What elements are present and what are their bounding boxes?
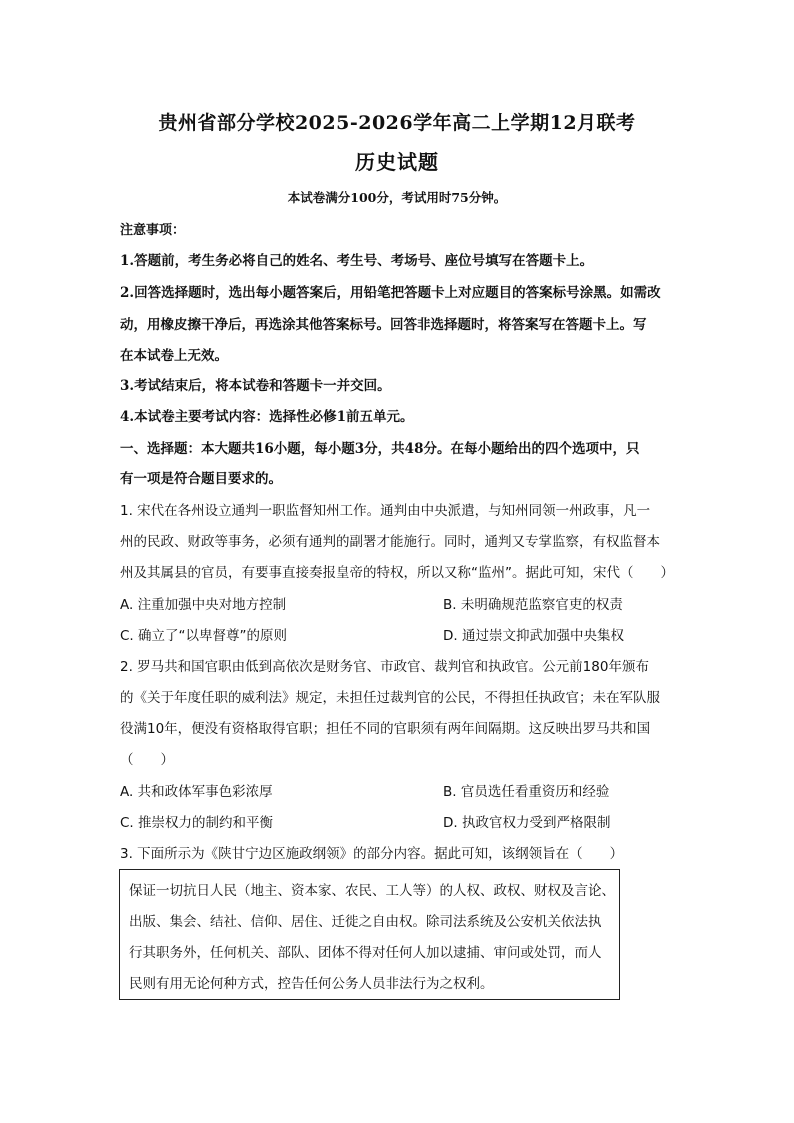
source-excerpt-line: 出版、集会、结社、信仰、居住、迁徙之自由权。除司法系统及公安机关依法执	[129, 914, 602, 930]
note-line: 3.考试结束后，将本试卷和答题卡一并交回。	[120, 378, 391, 394]
question-1-option-b: B. 未明确规范监察官吏的权责	[443, 597, 623, 613]
note-line: 1.答题前，考生务必将自己的姓名、考生号、考场号、座位号填写在答题卡上。	[120, 253, 594, 269]
question-1-option-a: A. 注重加强中央对地方控制	[120, 597, 287, 613]
section-heading: 一、选择题：本大题共16小题，每小题3分，共48分。在每小题给出的四个选项中，只	[120, 441, 640, 457]
note-line: 在本试卷上无效。	[120, 348, 228, 364]
notes-heading: 注意事项：	[120, 223, 186, 238]
exam-title: 贵州省部分学校2025-2026学年高二上学期12月联考	[158, 112, 636, 134]
question-2-line: （ ）	[120, 752, 174, 768]
note-line: 2.回答选择题时，选出每小题答案后，用铅笔把答题卡上对应题目的答案标号涂黑。如需改	[120, 285, 661, 301]
question-2-option-d: D. 执政官权力受到严格限制	[443, 815, 611, 831]
question-1-line: 1. 宋代在各州设立通判一职监督知州工作。通判由中央派遣，与知州同领一州政事，凡一	[120, 503, 651, 519]
question-3-line: 3. 下面所示为《陕甘宁边区施政纲领》的部分内容。据此可知，该纲领旨在（ ）	[120, 846, 624, 862]
note-line: 动，用橡皮擦干净后，再选涂其他答案标号。回答非选择题时，将答案写在答题卡上。写	[120, 317, 647, 333]
question-2-line: 的《关于年度任职的威利法》规定，未担任过裁判官的公民，不得担任执政官；未在军队服	[120, 690, 660, 706]
question-2-option-a: A. 共和政体军事色彩浓厚	[120, 784, 273, 800]
question-2-line: 2. 罗马共和国官职由低到高依次是财务官、市政官、裁判官和执政官。公元前180年颁布	[120, 659, 649, 675]
question-1-line: 州的民政、财政等事务，必须有通判的副署才能施行。同时，通判又专掌监察，有权监督本	[120, 534, 660, 550]
question-1-option-c: C. 确立了“以卑督尊”的原则	[120, 628, 287, 644]
source-excerpt-line: 保证一切抗日人民（地主、资本家、农民、工人等）的人权、政权、财权及言论、	[129, 883, 615, 899]
question-2-line: 役满10年，便没有资格取得官职；担任不同的官职须有两年间隔期。这反映出罗马共和国	[120, 721, 651, 737]
question-1-option-d: D. 通过崇文抑武加强中央集权	[443, 628, 624, 644]
question-2-option-c: C. 推崇权力的制约和平衡	[120, 815, 274, 831]
exam-subtitle: 历史试题	[355, 150, 439, 174]
source-excerpt-line: 行其职务外，任何机关、部队、团体不得对任何人加以逮捕、审问或处罚，而人	[129, 945, 602, 961]
source-excerpt-line: 民则有用无论何种方式，控告任何公务人员非法行为之权利。	[129, 976, 494, 992]
section-heading-cont: 有一项是符合题目要求的。	[120, 471, 282, 487]
exam-meta: 本试卷满分100分，考试用时75分钟。	[287, 190, 507, 205]
question-2-option-b: B. 官员选任看重资历和经验	[443, 784, 610, 800]
question-1-line: 州及其属县的官员，有要事直接奏报皇帝的特权，所以又称“监州”。据此可知，宋代（ ）	[120, 565, 674, 581]
note-line: 4.本试卷主要考试内容：选择性必修1前五单元。	[120, 409, 414, 425]
